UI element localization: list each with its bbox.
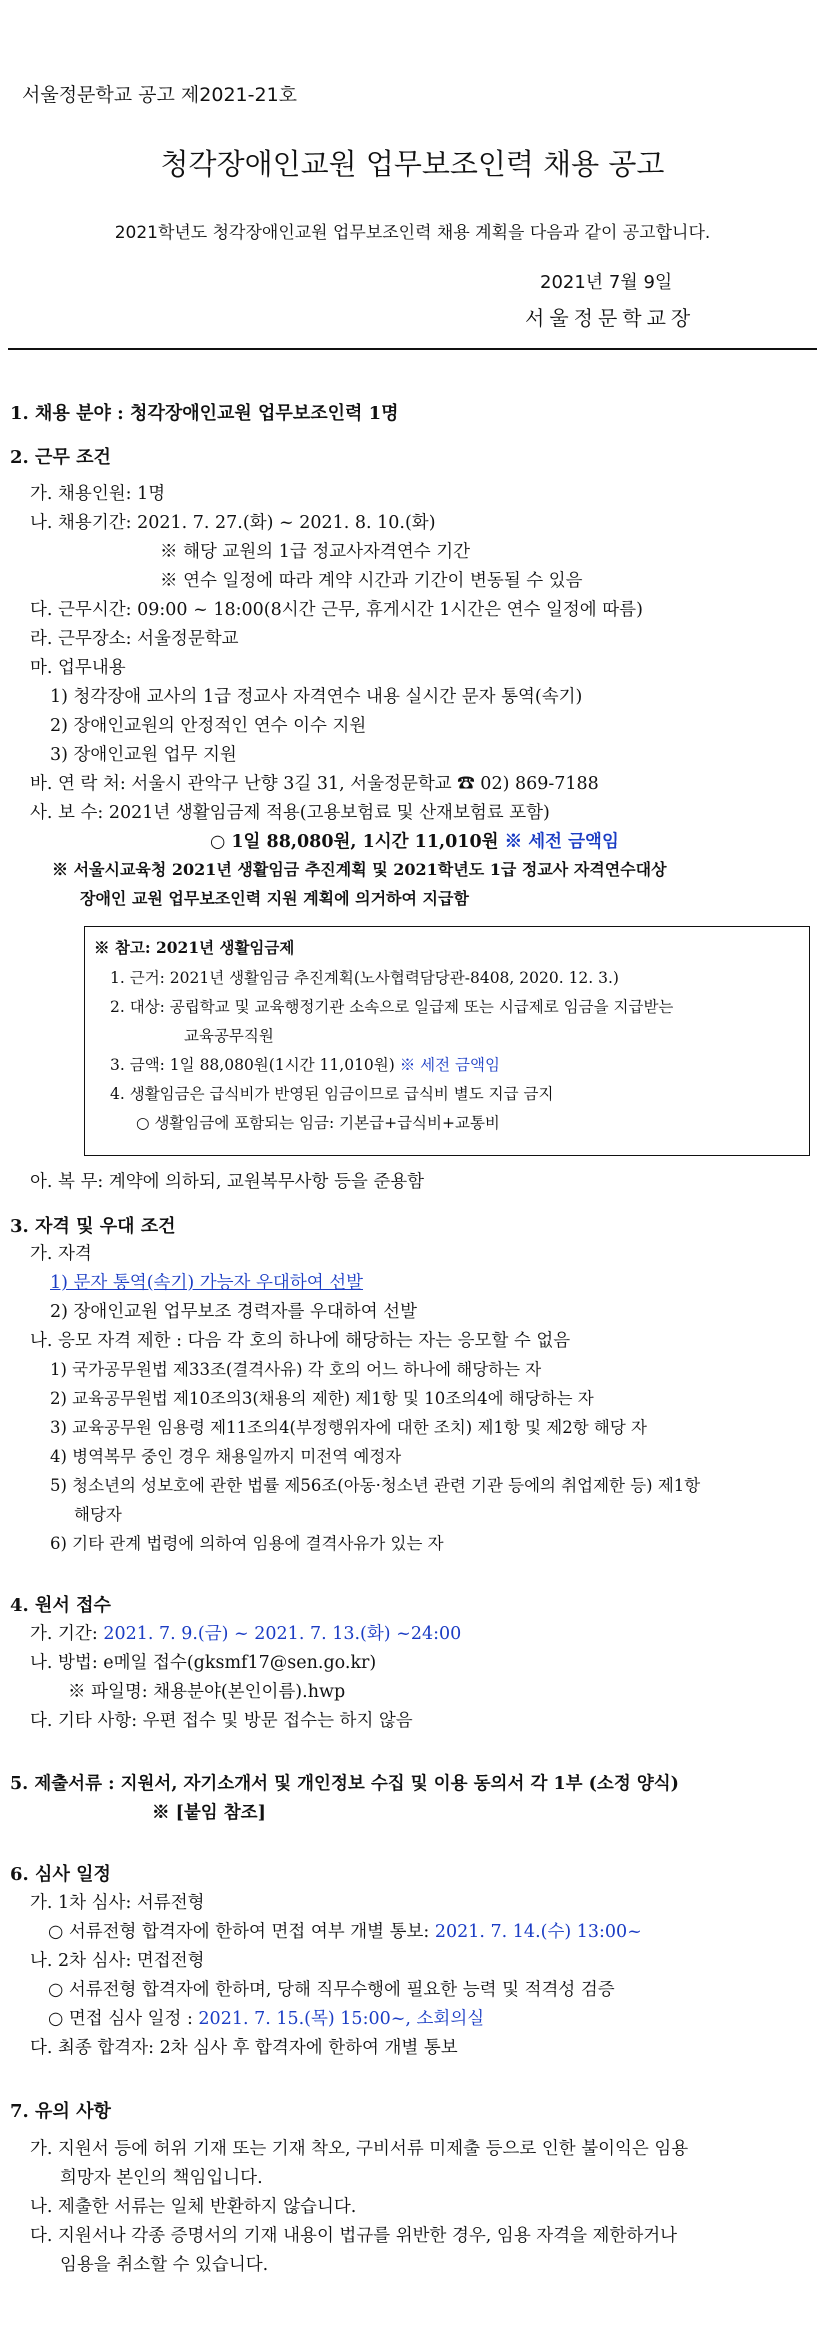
s2-duty-2: 2) 장애인교원의 안정적인 연수 이수 지원 — [50, 716, 367, 736]
s4-period — [30, 1620, 461, 1645]
s2-pay-amount — [210, 828, 619, 853]
box-line-2: 2. 대상: 공립학교 및 교육행정기관 소속으로 일급제 또는 시급제로 임금을 지급받는 — [110, 998, 674, 1016]
s2-period: 나. 채용기간: 2021. 7. 27.(화) ~ 2021. 8. 10.(화) — [30, 513, 436, 533]
s2-hours: 다. 근무시간: 09:00 ~ 18:00(8시간 근무, 휴게시간 1시간은 연수 일정에 따름) — [30, 600, 643, 620]
s6-first-round: 가. 1차 심사: 서류전형 — [30, 1893, 205, 1913]
box-line-2-cont: 교육공무직원 — [184, 1027, 274, 1045]
box-line-3 — [110, 1053, 500, 1075]
s6-first-round-notice — [48, 1918, 642, 1943]
s6-second-round-detail: ○ 서류전형 합격자에 한하며, 당해 직무수행에 필요한 능력 및 적격성 검증 — [48, 1980, 615, 2000]
box-line-3-note: ※ 세전 금액임 — [399, 1056, 500, 1074]
page-title: 청각장애인교원 업무보조인력 채용 공고 — [160, 147, 665, 181]
issuer: 서울정문학교장 — [525, 306, 696, 330]
s3-qual-2: 2) 장애인교원 업무보조 경력자를 우대하여 선발 — [50, 1302, 417, 1322]
section-6-heading: 6. 심사 일정 — [10, 1864, 111, 1885]
s2-pay-basis-1: ※ 서울시교육청 2021년 생활임금 추진계획 및 2021학년도 1급 정교사 자격연수대상 — [52, 860, 667, 879]
s3-restriction-6: 6) 기타 관계 법령에 의하여 임용에 결격사유가 있는 자 — [50, 1534, 444, 1553]
s4-period-value: 2021. 7. 9.(금) ~ 2021. 7. 13.(화) ~24:00 — [103, 1624, 462, 1644]
s3-qual-1: 1) 문자 통역(속기) 가능자 우대하여 선발 — [50, 1273, 364, 1293]
s3-qualification: 가. 자격 — [30, 1244, 92, 1264]
s7-item-a-cont: 희망자 본인의 책임입니다. — [60, 2168, 263, 2188]
s2-pay-basis-2: 장애인 교원 업무보조인력 지원 계획에 의거하여 지급함 — [80, 889, 469, 908]
s7-item-c-cont: 임용을 취소할 수 있습니다. — [60, 2255, 269, 2275]
section-3-heading: 3. 자격 및 우대 조건 — [10, 1216, 176, 1237]
box-line-4: 4. 생활임금은 급식비가 반영된 임금이므로 급식비 별도 지급 금지 — [110, 1085, 554, 1103]
s2-duties: 마. 업무내용 — [30, 658, 126, 678]
s2-duty-1: 1) 청각장애 교사의 1급 정교사 자격연수 내용 실시간 문자 통역(속기) — [50, 687, 583, 707]
section-2-heading: 2. 근무 조건 — [10, 447, 111, 468]
box-line-3-text: 3. 금액: 1일 88,080원(1시간 11,010원) — [110, 1056, 400, 1074]
box-line-1: 1. 근거: 2021년 생활임금 추진계획(노사협력담당관-8408, 2020. 12. 3.) — [110, 969, 619, 987]
notice-date: 2021년 7월 9일 — [540, 272, 673, 293]
s7-item-c: 다. 지원서나 각종 증명서의 기재 내용이 법규를 위반한 경우, 임용 자격을 제한하거나 — [30, 2226, 678, 2246]
s2-pay-amount-text: ○ 1일 88,080원, 1시간 11,010원 — [210, 832, 505, 852]
box-line-5: ○ 생활임금에 포함되는 임금: 기본급+급식비+교통비 — [136, 1114, 500, 1132]
s3-restriction-3: 3) 교육공무원 임용령 제11조의4(부정행위자에 대한 조치) 제1항 및 제2항 해당 자 — [50, 1418, 647, 1437]
header-divider — [8, 348, 817, 350]
s2-pay: 사. 보 수: 2021년 생활임금제 적용(고용보험료 및 산재보험료 포함) — [30, 803, 550, 823]
s3-restriction-4: 4) 병역복무 중인 경우 채용일까지 미전역 예정자 — [50, 1447, 402, 1466]
s6-first-round-notice-label: ○ 서류전형 합격자에 한하여 면접 여부 개별 통보: — [48, 1922, 435, 1942]
s2-period-note-2: ※ 연수 일정에 따라 계약 시간과 기간이 변동될 수 있음 — [160, 571, 583, 591]
s2-pay-pretax-note: ※ 세전 금액임 — [504, 832, 619, 852]
s5-attachment-note: ※ [붙임 참조] — [152, 1803, 266, 1823]
s7-item-b: 나. 제출한 서류는 일체 반환하지 않습니다. — [30, 2197, 357, 2217]
s2-period-note-1: ※ 해당 교원의 1급 정교사자격연수 기간 — [160, 542, 471, 562]
s6-interview-schedule — [48, 2005, 484, 2030]
notice-number: 서울정문학교 공고 제2021-21호 — [22, 84, 298, 106]
s2-headcount: 가. 채용인원: 1명 — [30, 484, 166, 504]
s6-interview-label: ○ 면접 심사 일정 : — [48, 2009, 199, 2029]
s2-contact: 바. 연 락 처: 서울시 관악구 난향 3길 31, 서울정문학교 ☎ 02) 869-7188 — [30, 774, 599, 794]
s7-item-a: 가. 지원서 등에 허위 기재 또는 기재 착오, 구비서류 미제출 등으로 인한 불이익은 임용 — [30, 2139, 689, 2159]
s4-other: 다. 기타 사항: 우편 접수 및 방문 접수는 하지 않음 — [30, 1711, 413, 1731]
section-5-heading: 5. 제출서류 : 지원서, 자기소개서 및 개인정보 수집 및 이용 동의서 각 1부 (소정 양식) — [10, 1774, 679, 1794]
s6-final: 다. 최종 합격자: 2차 심사 후 합격자에 한하여 개별 통보 — [30, 2038, 458, 2058]
s2-service: 아. 복 무: 계약에 의하되, 교원복무사항 등을 준용함 — [30, 1172, 425, 1192]
s3-restriction-5-cont: 해당자 — [74, 1505, 122, 1524]
s3-restriction-2: 2) 교육공무원법 제10조의3(채용의 제한) 제1항 및 10조의4에 해당하는 자 — [50, 1389, 594, 1408]
s4-method: 나. 방법: e메일 접수(gksmf17@sen.go.kr) — [30, 1653, 377, 1673]
section-7-heading: 7. 유의 사항 — [10, 2101, 111, 2122]
box-title: ※ 참고: 2021년 생활임금제 — [94, 938, 295, 957]
s6-first-round-notice-date: 2021. 7. 14.(수) 13:00~ — [434, 1922, 642, 1942]
s6-second-round: 나. 2차 심사: 면접전형 — [30, 1951, 205, 1971]
section-4-heading: 4. 원서 접수 — [10, 1595, 111, 1616]
s4-filename-note: ※ 파일명: 채용분야(본인이름).hwp — [68, 1682, 346, 1702]
s3-restriction-5: 5) 청소년의 성보호에 관한 법률 제56조(아동·청소년 관련 기관 등에의 취업제한 등) 제1항 — [50, 1476, 701, 1495]
s3-restriction-1: 1) 국가공무원법 제33조(결격사유) 각 호의 어느 하나에 해당하는 자 — [50, 1360, 542, 1379]
section-1-heading: 1. 채용 분야 : 청각장애인교원 업무보조인력 1명 — [10, 403, 399, 424]
intro-text: 2021학년도 청각장애인교원 업무보조인력 채용 계획을 다음과 같이 공고합니다. — [114, 223, 711, 243]
s4-period-label: 가. 기간: — [30, 1624, 104, 1644]
s3-restriction: 나. 응모 자격 제한 : 다음 각 호의 하나에 해당하는 자는 응모할 수 없음 — [30, 1331, 571, 1351]
s6-interview-date: 2021. 7. 15.(목) 15:00~, 소회의실 — [198, 2009, 485, 2029]
s2-location: 라. 근무장소: 서울정문학교 — [30, 629, 239, 649]
s2-duty-3: 3) 장애인교원 업무 지원 — [50, 745, 237, 765]
